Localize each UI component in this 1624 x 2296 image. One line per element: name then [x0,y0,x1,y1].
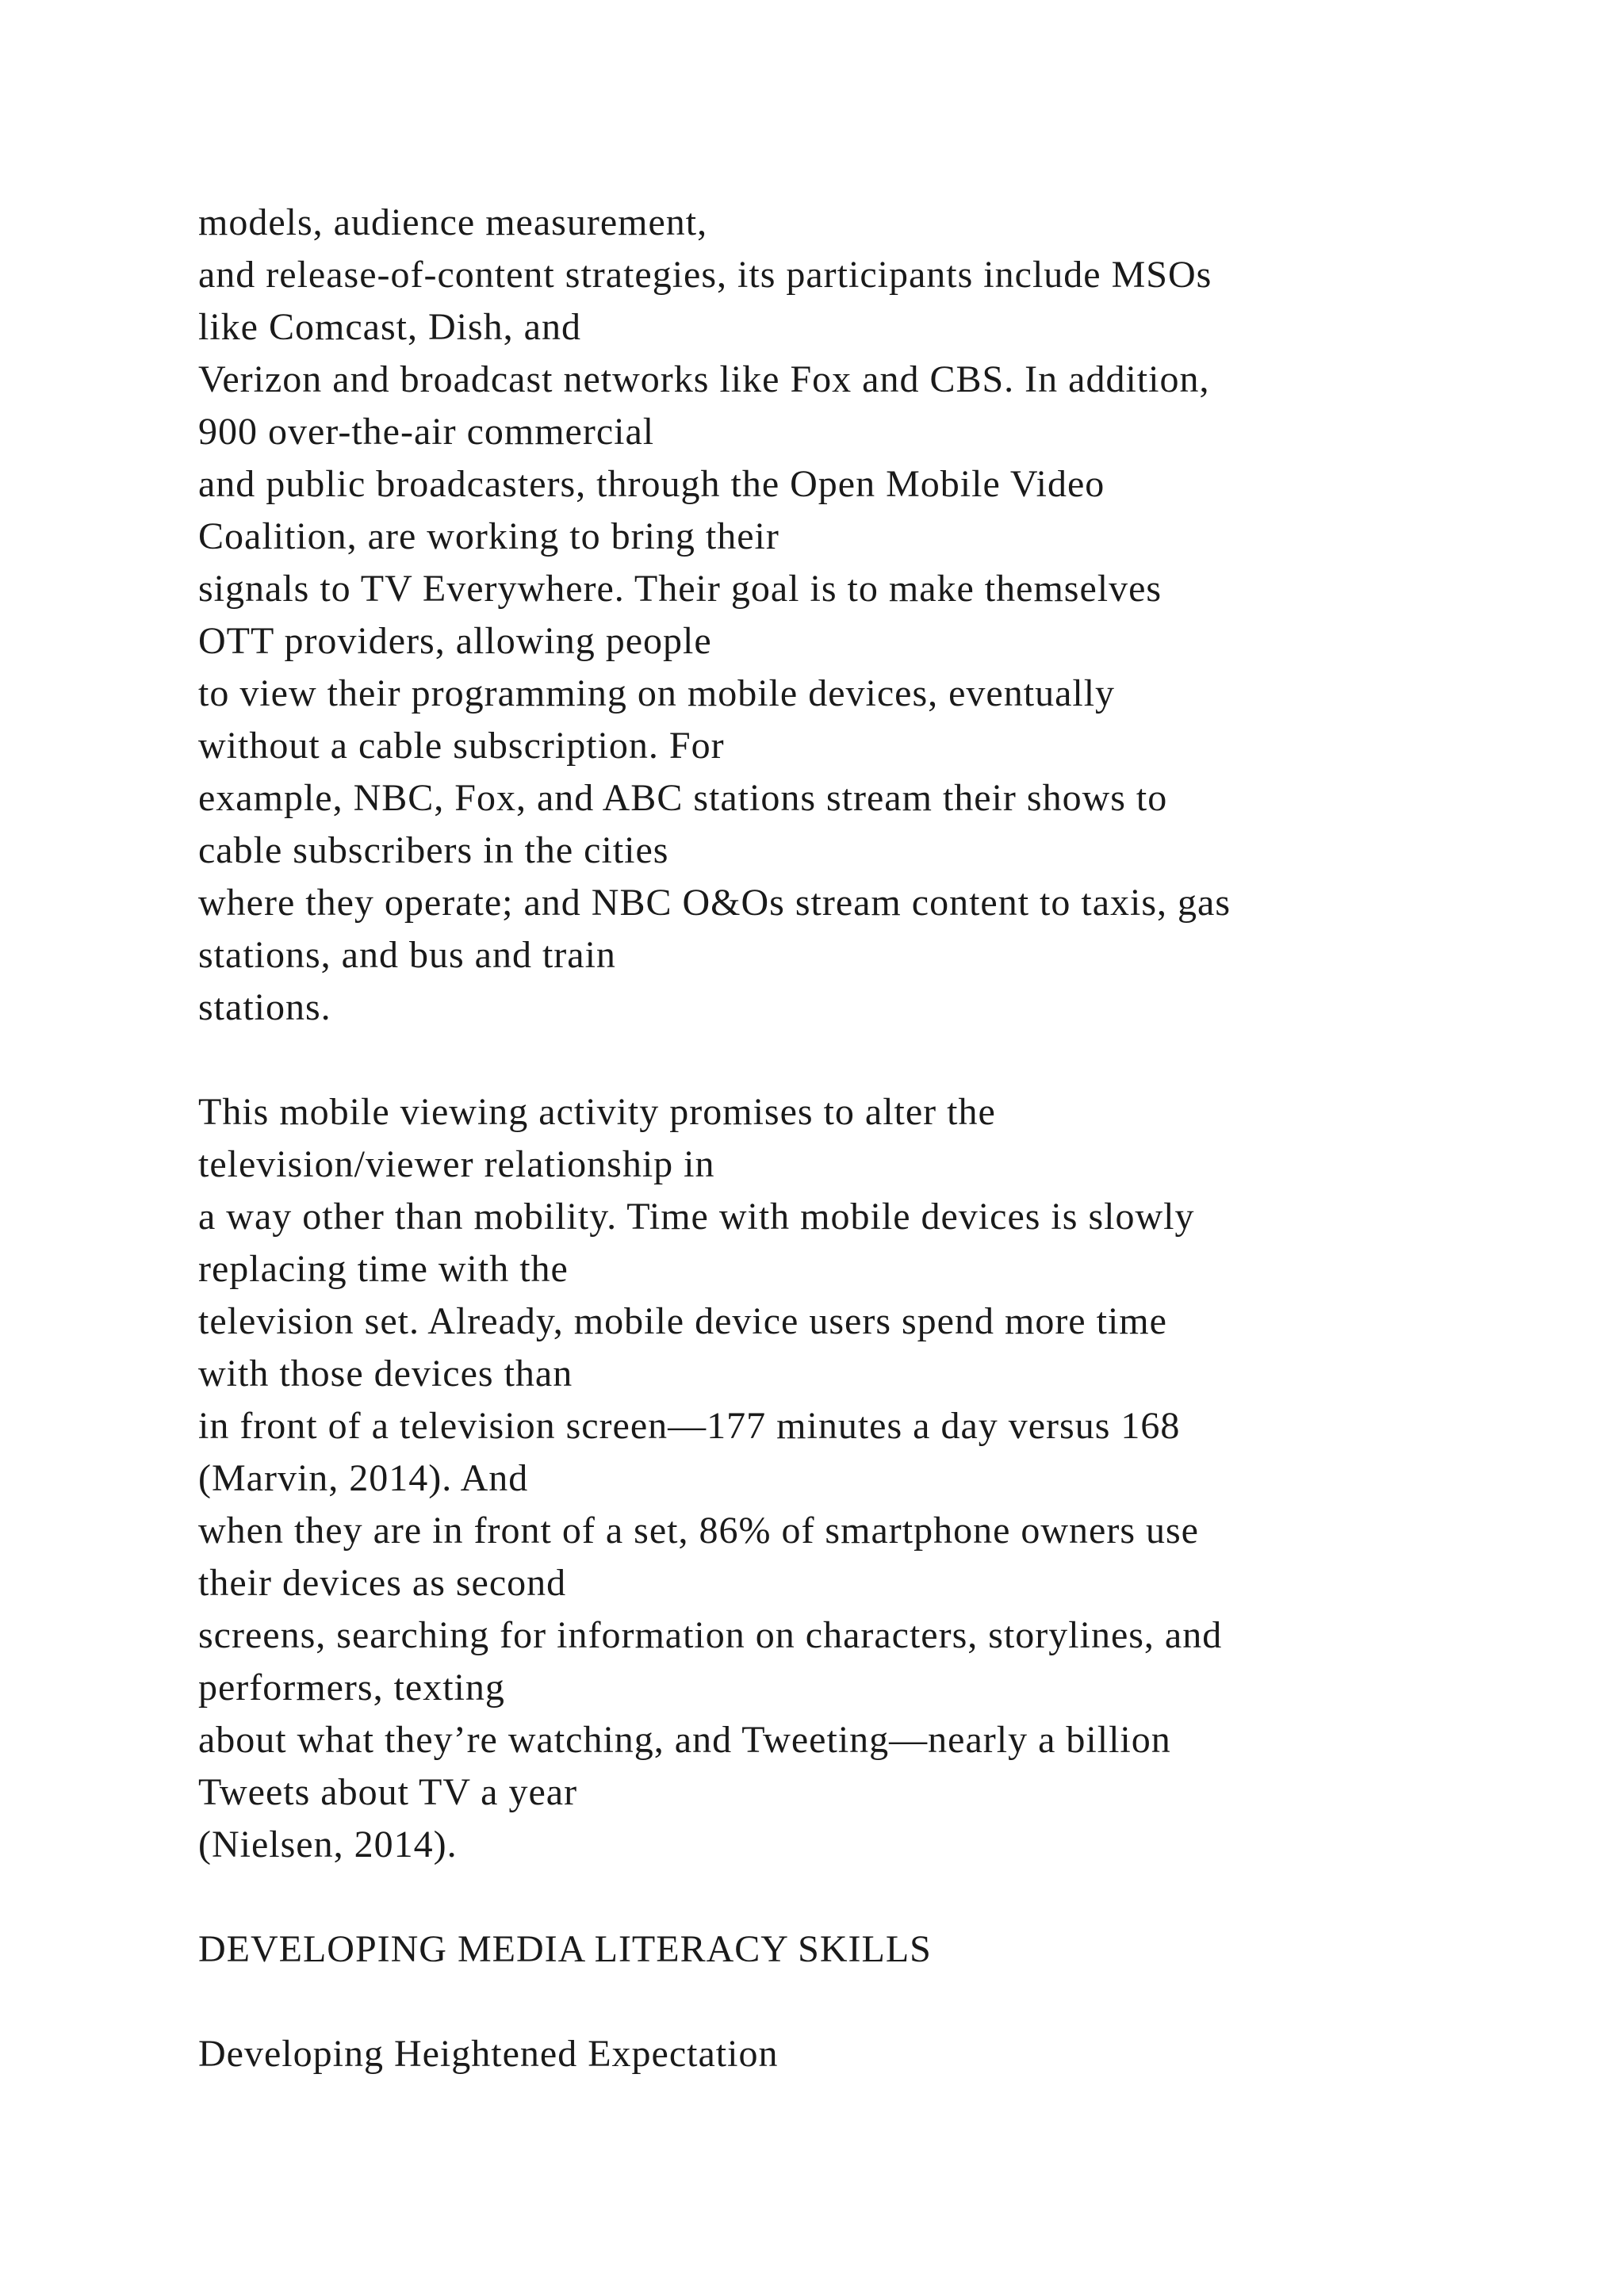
text-line: in front of a television screen—177 minutes a day versus 168 [198,1405,1181,1447]
text-line: stations, and bus and train [198,934,616,976]
paragraph-gap [198,1034,1610,1086]
text-line: This mobile viewing activity promises to alter the [198,1091,996,1133]
text-line: and public broadcasters, through the Open Mobile Video [198,463,1105,505]
document-body [198,197,1610,2080]
subsection-heading: Developing Heightened Expectation [198,2033,779,2075]
section-heading: DEVELOPING MEDIA LITERACY SKILLS [198,1928,932,1970]
text-line: about what they’re watching, and Tweeting—nearly a billion [198,1719,1171,1761]
paragraph-gap [198,1976,1610,2028]
text-line: replacing time with the [198,1248,569,1290]
text-line: when they are in front of a set, 86% of smartphone owners use [198,1510,1199,1552]
text-line: where they operate; and NBC O&Os stream content to taxis, gas [198,882,1231,924]
text-line: cable subscribers in the cities [198,829,669,871]
text-line: with those devices than [198,1353,573,1395]
text-line: their devices as second [198,1562,567,1604]
text-line: performers, texting [198,1667,505,1709]
text-line: stations. [198,986,331,1028]
text-line: Verizon and broadcast networks like Fox and CBS. In addition, [198,358,1210,400]
text-line: screens, searching for information on characters, storylines, and [198,1614,1223,1656]
paragraph-second-screen [198,1086,1610,1871]
text-line: signals to TV Everywhere. Their goal is to make themselves [198,568,1162,610]
text-line: (Nielsen, 2014). [198,1823,458,1866]
text-line: like Comcast, Dish, and [198,306,581,348]
text-line: a way other than mobility. Time with mobile devices is slowly [198,1196,1195,1238]
text-line: television set. Already, mobile device users spend more time [198,1300,1167,1342]
text-line: models, audience measurement, [198,201,708,243]
text-line: without a cable subscription. For [198,725,725,767]
paragraph-mobile-video [198,197,1610,1034]
text-line: Tweets about TV a year [198,1771,578,1813]
text-line: OTT providers, allowing people [198,620,712,662]
paragraph-gap [198,1871,1610,1923]
text-line: example, NBC, Fox, and ABC stations stream their shows to [198,777,1168,819]
text-line: and release-of-content strategies, its participants include MSOs [198,254,1212,296]
text-line: (Marvin, 2014). And [198,1457,529,1499]
text-line: to view their programming on mobile devices, eventually [198,672,1116,714]
text-line: television/viewer relationship in [198,1143,715,1185]
text-line: 900 over-the-air commercial [198,411,655,453]
text-line: Coalition, are working to bring their [198,515,779,557]
